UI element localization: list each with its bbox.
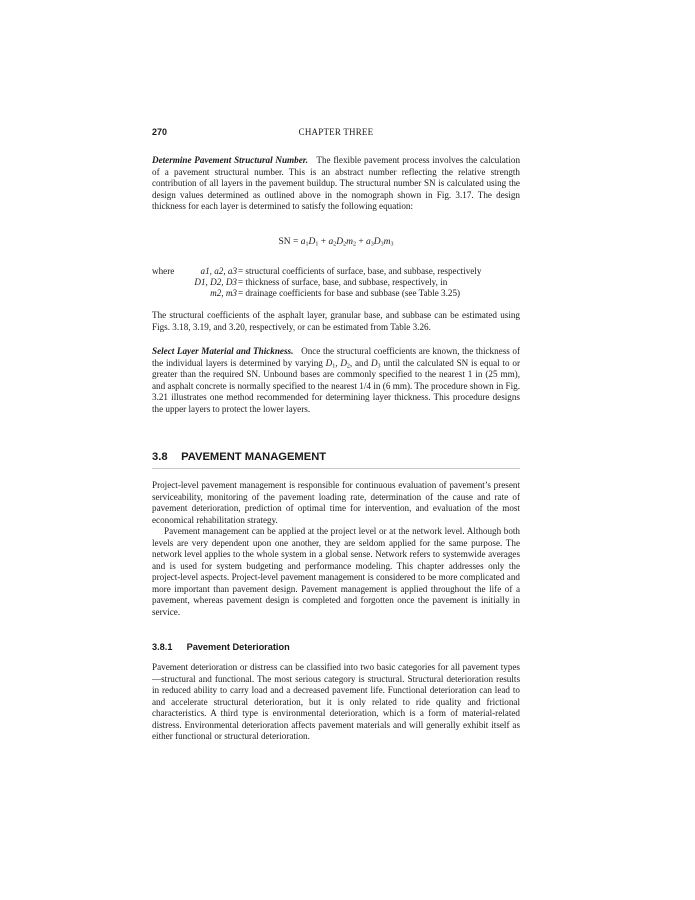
definition-meaning: = thickness of surface, base, and subbase, respectively, in xyxy=(238,277,448,288)
sn-paragraph xyxy=(152,155,520,213)
subsection-title: Pavement Deterioration xyxy=(186,642,290,652)
definition-row xyxy=(152,266,520,277)
section-number: 3.8 xyxy=(152,451,168,463)
section-paragraph: Pavement management can be applied at the project level or at the network level. Although both levels are very dependent upon one another, they are seldom applied for the same purpose. The network level applies to the whole system in a global sense. Network refers to systemwide averages and is used for system budgeting and performance modeling. This chapter addresses only the project-level aspects. Project-level pavement management is considered to be more complicated and more important than pavement design. Pavement management is applied throughout the life of a pavement, whereas pavement design is completed and forgotten once the pavement is initially in service. xyxy=(152,526,520,617)
term-3: $a_3D_3m_3$ xyxy=(366,237,394,248)
definition-symbols: D1, D2, D3 xyxy=(194,277,237,288)
sn-text: The flexible pavement process involves the calculation of a pavement structural number. This is an abstract number reflecting the relative strength contribution of all layers in the pavement buildup. The structural number SN is calculated using the design values determined as outlined above in the nomograph shown in Fig. 3.17. The design thickness for each layer is determined to satisfy the following equation: xyxy=(152,155,521,211)
subsection-number: 3.8.1 xyxy=(152,642,173,652)
definition-row xyxy=(152,277,520,288)
definition-meaning: = structural coefficients of surface, base, and subbase, respectively xyxy=(238,266,482,276)
definition-symbols: a1, a2, a3 xyxy=(200,266,237,276)
section-divider xyxy=(152,468,520,469)
variable-definitions xyxy=(152,266,520,300)
definition-meaning: = drainage coefficients for base and subbase (see Table 3.25) xyxy=(238,288,461,299)
coefficients-text: The structural coefficients of the asphalt layer, granular base, and subbase can be estimated using Figs. 3.18, 3.19, and 3.20, respectively, or can be estimated from Table 3.26. xyxy=(152,310,520,332)
term-1: $a_1D_1$ xyxy=(300,237,319,248)
layer-heading: Select Layer Material and Thickness. xyxy=(152,346,294,356)
subsection-paragraph: Pavement deterioration or distress can be classified into two basic categories for all pavement types—structural and functional. The most serious category is structural. Structural deterioration results in reduced ability to carry load and a decreased pavement life. Functional deterioration can lead to and accelerate structural deterioration, but it is only related to ride quality and frictional characteristics. A third type is environmental deterioration, which is a form of material-related distress. Environmental deterioration affects pavement materials and will generally exhibit itself as either functional or structural deterioration. xyxy=(152,662,520,741)
term-2: $a_2D_2m_2$ xyxy=(328,237,356,248)
where-word: where xyxy=(152,266,175,276)
section-heading xyxy=(152,451,520,463)
sn-heading: Determine Pavement Structural Number. xyxy=(152,155,309,165)
definition-symbols: m2, m3 xyxy=(210,288,237,299)
section-paragraph: Project-level pavement management is responsible for continuous evaluation of pavement’s present serviceability, monitoring of the pavement loading rate, determination of the cause and rate of pavement deterioration, prediction of optimal time for intervention, and evaluation of the most economical rehabilitation strategy. xyxy=(152,480,520,525)
sn-equation: SN = $a_1D_1 + a_2D_2m_2 + a_3D_3m_3$ xyxy=(278,237,394,248)
subsection-heading xyxy=(152,642,290,652)
coefficients-paragraph xyxy=(152,310,520,333)
chapter-label: CHAPTER THREE xyxy=(298,127,374,137)
section-3-8-body xyxy=(152,480,520,618)
definition-row xyxy=(152,288,520,299)
layer-paragraph: Select Layer Material and Thickness. Once the structural coefficients are known, the thickness of the individual layers is determined by varying $D_1$, $D_2$, and $D_3$ until the calculated SN is equal to or greater than the required SN. Unbound bases are commonly specified to the nearest 1 in (25 mm), and asphalt concrete is normally specified to the nearest 1/4 in (6 mm). The procedure shown in Fig. 3.21 illustrates one method recommended for determining layer thickness. This procedure designs the upper layers to protect the lower layers. xyxy=(152,346,520,414)
section-3-8-1-body xyxy=(152,662,520,743)
section-title: PAVEMENT MANAGEMENT xyxy=(181,451,327,463)
page-number: 270 xyxy=(152,127,168,137)
